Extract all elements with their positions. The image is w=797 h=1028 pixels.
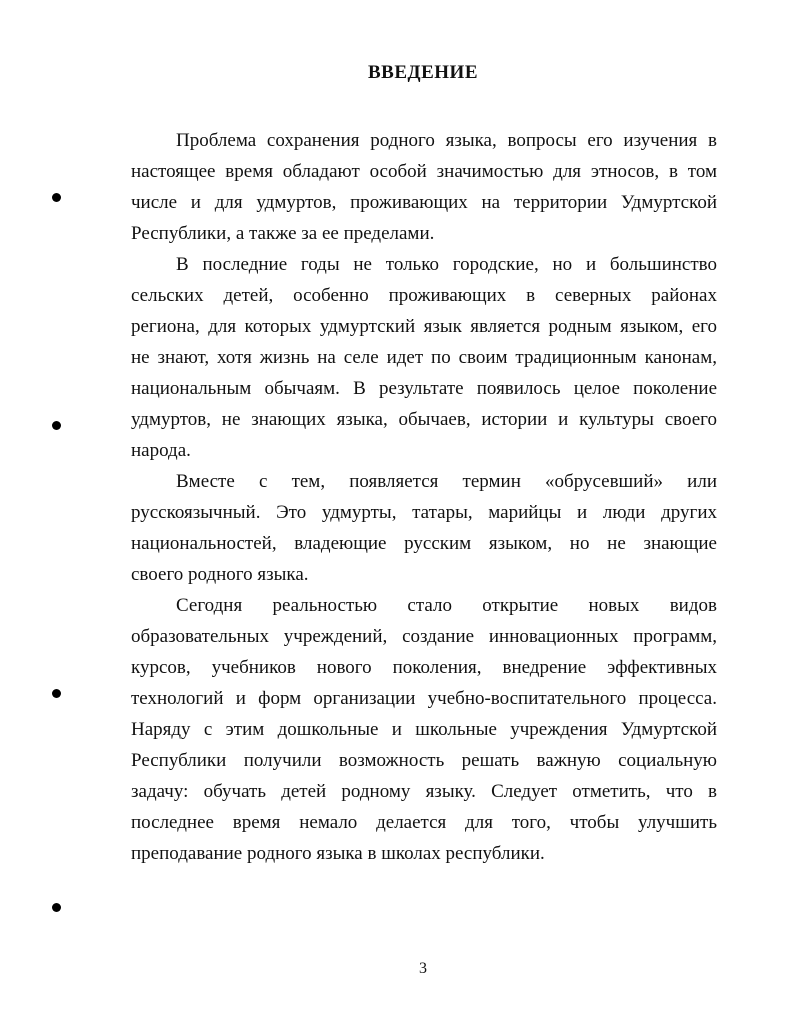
punch-hole-mark — [52, 689, 61, 698]
page-title: ВВЕДЕНИЕ — [368, 62, 478, 83]
paragraph-3-line-1: Вместе с тем, появляется термин «обрусевший» или — [176, 471, 717, 492]
punch-hole-mark — [52, 421, 61, 430]
paragraph-2-line-7: народа. — [131, 440, 191, 461]
paragraph-1-line-1: Проблема сохранения родного языка, вопросы его изучения в — [176, 130, 717, 151]
paragraph-1-line-2: настоящее время обладают особой значимостью для этносов, в том — [131, 161, 717, 182]
paragraph-4-line-3: курсов, учебников нового поколения, внедрение эффективных — [131, 657, 717, 678]
paragraph-4-line-7: задачу: обучать детей родному языку. Следует отметить, что в — [131, 781, 717, 802]
paragraph-1-line-4: Республики, а также за ее пределами. — [131, 223, 435, 244]
paragraph-4-line-8: последнее время немало делается для того, чтобы улучшить — [131, 812, 717, 833]
paragraph-2-line-2: сельских детей, особенно проживающих в северных районах — [131, 285, 717, 306]
paragraph-3-line-4: своего родного языка. — [131, 564, 309, 585]
paragraph-2-line-4: не знают, хотя жизнь на селе идет по своим традиционным канонам, — [131, 347, 717, 368]
paragraph-2-line-5: национальным обычаям. В результате появилось целое поколение — [131, 378, 717, 399]
page-number: 3 — [419, 960, 427, 977]
paragraph-3-line-2: русскоязычный. Это удмурты, татары, марийцы и люди других — [131, 502, 717, 523]
paragraph-4-line-9: преподавание родного языка в школах республики. — [131, 843, 545, 864]
punch-hole-mark — [52, 193, 61, 202]
paragraph-2-line-3: региона, для которых удмуртский язык является родным языком, его — [131, 316, 717, 337]
paragraph-4-line-1: Сегодня реальностью стало открытие новых видов — [176, 595, 717, 616]
paragraph-2-line-6: удмуртов, не знающих языка, обычаев, истории и культуры своего — [131, 409, 717, 430]
paragraph-4-line-2: образовательных учреждений, создание инновационных программ, — [131, 626, 717, 647]
paragraph-3-line-3: национальностей, владеющие русским языком, но не знающие — [131, 533, 717, 554]
paragraph-4-line-5: Наряду с этим дошкольные и школьные учреждения Удмуртской — [131, 719, 717, 740]
paragraph-4-line-6: Республики получили возможность решать важную социальную — [131, 750, 717, 771]
punch-hole-mark — [52, 903, 61, 912]
paragraph-2-line-1: В последние годы не только городские, но и большинство — [176, 254, 717, 275]
paragraph-4-line-4: технологий и форм организации учебно-воспитательного процесса. — [131, 688, 717, 709]
paragraph-1-line-3: числе и для удмуртов, проживающих на территории Удмуртской — [131, 192, 717, 213]
